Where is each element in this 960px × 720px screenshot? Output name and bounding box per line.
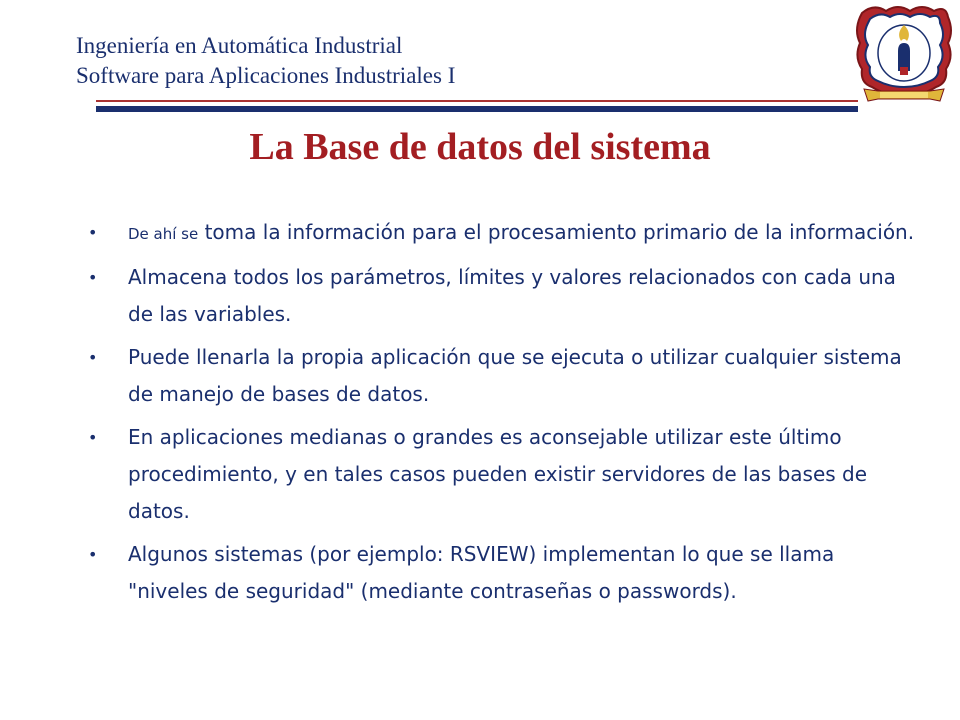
bullet-text: Algunos sistemas (por ejemplo: RSVIEW) implementan lo que se llama "niveles de seguridad" (mediante contraseñas o passwords). bbox=[128, 542, 835, 603]
list-item bbox=[88, 339, 918, 413]
bullet-text: En aplicaciones medianas o grandes es aconsejable utilizar este último procedimiento, y en tales casos pueden existir servidores de las bases de datos. bbox=[128, 425, 868, 523]
bullet-icon: • bbox=[88, 428, 98, 447]
list-item bbox=[88, 259, 918, 333]
header-rule-blue bbox=[96, 106, 858, 112]
bullet-list bbox=[88, 214, 918, 616]
university-seal-icon bbox=[854, 3, 954, 107]
list-item bbox=[88, 419, 918, 530]
header-rule-red bbox=[96, 100, 858, 102]
bullet-text: Puede llenarla la propia aplicación que se ejecuta o utilizar cualquier sistema de manejo de bases de datos. bbox=[128, 345, 902, 406]
list-item bbox=[88, 214, 918, 253]
slide-title: La Base de datos del sistema bbox=[249, 126, 711, 168]
header-course: Software para Aplicaciones Industriales I bbox=[76, 63, 456, 88]
header-program: Ingeniería en Automática Industrial bbox=[76, 33, 403, 58]
bullet-prefix: De ahí se bbox=[128, 225, 199, 243]
bullet-icon: • bbox=[88, 223, 98, 242]
list-item bbox=[88, 536, 918, 610]
bullet-text: Almacena todos los parámetros, límites y valores relacionados con cada una de las variables. bbox=[128, 265, 896, 326]
bullet-icon: • bbox=[88, 348, 98, 367]
bullet-icon: • bbox=[88, 545, 98, 564]
bullet-icon: • bbox=[88, 268, 98, 287]
bullet-text: toma la información para el procesamiento primario de la información. bbox=[198, 220, 915, 244]
slide-header bbox=[76, 31, 455, 91]
